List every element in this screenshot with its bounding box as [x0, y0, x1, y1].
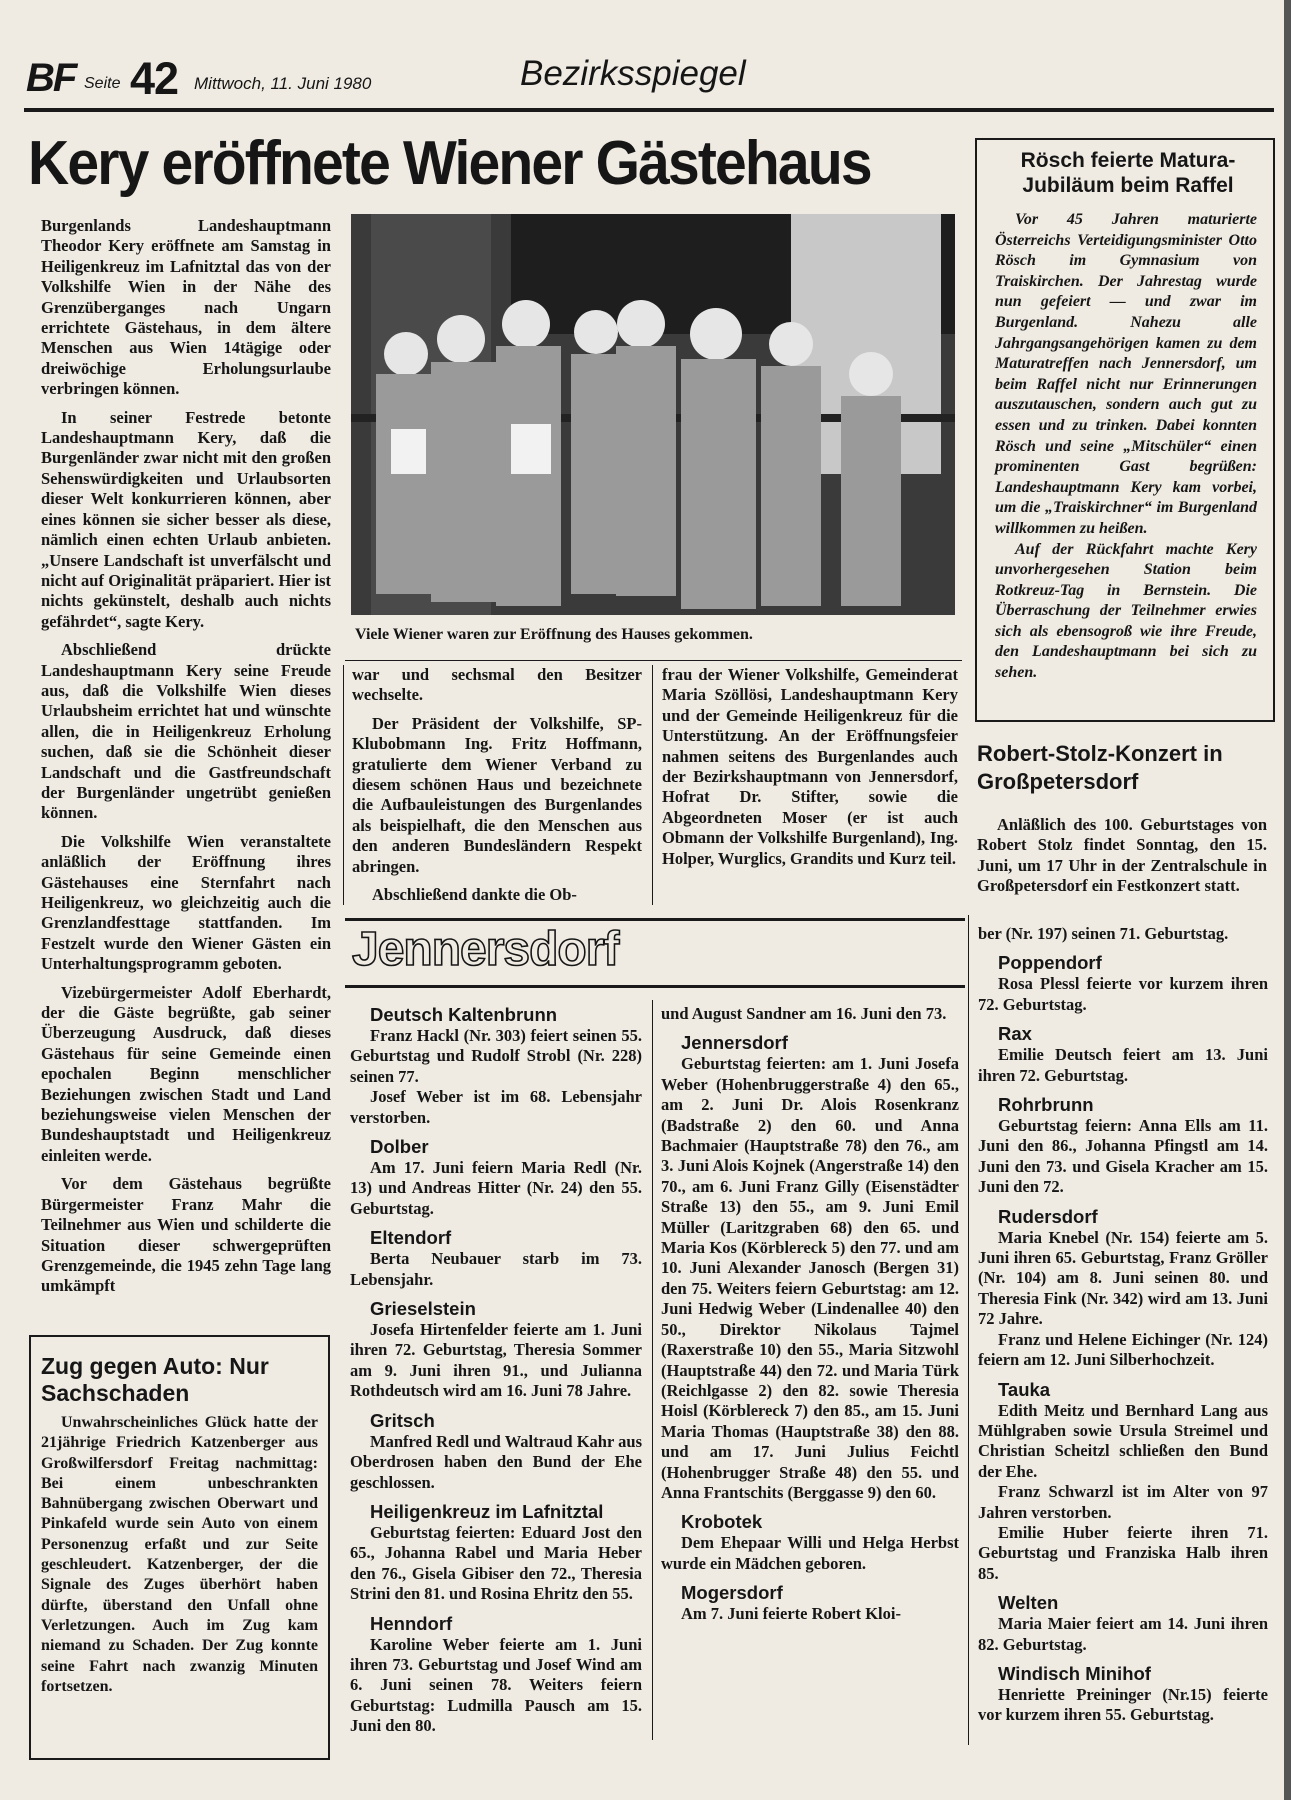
zug-paragraph: Unwahrscheinliches Glück hatte der 21jährige Friedrich Katzenberger aus Großwilfersdorf Freitag nachmittag: Bei einem unbeschrankten Bahnübergang zwischen Oberwart und Pinkafeld wurde sein Auto von einem Personenzug erfaßt und zur Seite geschleudert. Katzenberger, der die Signale des Zuges überhört haben dürfte, überstand den Unfall ohne Verletzungen. Auch im Zug kam niemand zu Schaden. Der Zug konnte seine Fahrt nach zwanzig Minuten fortsetzen. [41, 1414, 318, 1695]
notice-paragraph: Geburtstag feierten: am 1. Juni Josefa Weber (Hohenbruggerstraße 4) den 65., am 2. Juni Dr. Alois Rosenkranz (Badstraße 2) den 60. und Anna Bachmaier (Hauptstraße 78) den 76., am 3. Juni Alois Kojnek (Angerstraße 14) den 70., am 6. Juni Franz Gilly (Eisenstädter Straße 13) den 55., am 9. Juni Emil Müller (Laritzgraben 68) den 65. und Maria Kos (Körblereck 5) den 77. und am 10. Juni Alexander Janosch (Bergen 31) den 75. Weiters feiern Geburtstag: am 12. Juni Hedwig Weber (Lindenallee 40) den 50., Direktor Nikolaus Tajmel (Raxerstraße 10) den 55., Maria Sitzwohl (Hauptstraße 44) den 72. und Maria Türk (Reichlgasse 2) den 82. sowie Theresia Hoisl (Körblereck 7) den 85., am 15. Juni Maria Thomas (Hauptstraße 38) den 88. und am 17. Juni Julius Feichtl (Hohenbrugger Straße 48) den 55. und Anna Frantschits (Berggasse 9) den 60. [661, 1054, 959, 1502]
place-heading: Heiligenkreuz im Lafnitztal [370, 1500, 604, 1522]
masthead-rule [24, 108, 1274, 112]
notice-paragraph: Josef Weber ist im 68. Lebensjahr verstorben. [350, 1087, 642, 1127]
crowd-photo-illustration [351, 214, 955, 615]
zug-text [41, 1413, 318, 1697]
notice-paragraph: Emilie Deutsch feiert am 13. Juni ihren 72. Geburtstag. [978, 1045, 1268, 1085]
masthead [26, 50, 1271, 112]
notice-paragraph: Geburtstag feierten: Eduard Jost den 65., Johanna Rabel und Maria Heber den 76., Gisela Gibiser den 72., Theresia Strini den 81. und Rosina Ehritz den 55. [350, 1522, 642, 1604]
notice-paragraph: Emilie Huber feierte ihren 71. Geburtstag und Franziska Halb ihren 85. [978, 1522, 1268, 1583]
notice-paragraph: Josefa Hirtenfelder feierte am 1. Juni ihren 72. Geburtstag, Theresia Sommer am 9. Juni ihren 91., und Julianna Rothdeutsch wird am 16. Juni 78 Jahre. [350, 1320, 642, 1401]
notice-paragraph: Dem Ehepaar Willi und Helga Herbst wurde ein Mädchen geboren. [661, 1533, 959, 1573]
headline: Kery eröffnete Wiener Gästehaus [28, 129, 871, 198]
zug-title: Zug gegen Auto: Nur Sachschaden [41, 1353, 269, 1406]
notice-paragraph: Franz Schwarzl ist im Alter von 97 Jahren verstorben. [978, 1482, 1268, 1522]
page-edge-shadow [1284, 0, 1291, 1800]
place-heading: Eltendorf [370, 1227, 452, 1249]
stolz-title: Robert-Stolz-Konzert in Großpetersdorf [977, 741, 1223, 794]
jennersdorf-column-1 [350, 1004, 642, 1737]
notice-paragraph: Franz und Helene Eichinger (Nr. 124) feiern am 12. Juni Silberhochzeit. [978, 1329, 1268, 1370]
newspaper-logo: BF [26, 56, 76, 100]
sidebar-rosch-box [975, 138, 1275, 722]
jennersdorf-continuation: ber (Nr. 197) seinen 71. Geburtstag. [978, 924, 1229, 943]
place-heading: Poppendorf [998, 952, 1102, 974]
place-heading: Rohrbrunn [998, 1094, 1094, 1116]
article-paragraph: frau der Wiener Volkshilfe, Gemeinderat Maria Szöllösi, Landeshauptmann Kery und der Gemeinde Heiligenkreuz für die Unterstützung. An der Eröffnungsfeier nahmen seitens des Burgenlandes auch der Bezirkshauptmann von Jennersdorf, Hofrat Dr. Stifter, sowie die Abgeordneten Moser (er ist auch Obmann der Volkshilfe Burgenland), Ing. Holper, Wurglics, Grandits und Kurz teil. [662, 665, 958, 868]
jennersdorf-column-3 [978, 924, 1268, 1726]
zug-box [29, 1335, 330, 1760]
jennersdorf-continuation: und August Sandner am 16. Juni den 73. [661, 1004, 947, 1023]
notice-paragraph: Franz Hackl (Nr. 303) feiert seinen 55. Geburtstag und Rudolf Strobl (Nr. 228) seinen 77. [350, 1026, 642, 1086]
place-heading: Welten [998, 1592, 1059, 1614]
section-rule [345, 985, 965, 988]
page-number: 42 [130, 53, 179, 104]
notice-paragraph: Henriette Preininger (Nr.15) feierte vor kurzem ihren 55. Geburtstag. [978, 1684, 1268, 1725]
stolz-text [977, 815, 1267, 897]
place-heading: Jennersdorf [681, 1032, 788, 1054]
column-rule [343, 665, 344, 905]
place-heading: Krobotek [681, 1511, 763, 1533]
stolz-paragraph: Anläßlich des 100. Geburtstages von Robert Stolz findet Sonntag, den 15. Juni, um 17 Uhr in der Zentralschule in Großpetersdorf ein Festkonzert statt. [977, 815, 1267, 896]
notice-paragraph: Geburtstag feiern: Anna Ells am 11. Juni den 86., Johanna Pfingstl am 14. Juni den 73. und Gisela Kracher am 15. Juni den 72. [978, 1116, 1268, 1197]
place-heading: Rax [998, 1023, 1032, 1045]
sidebar-rosch-text [995, 210, 1257, 684]
notice-paragraph: Maria Knebel (Nr. 154) feierte am 5. Juni ihren 65. Geburtstag, Franz Gröller (Nr. 104) am 8. Juni seinen 80. und Theresia Fink (Nr. 342) wird am 13. Juni 72 Jahre. [978, 1227, 1268, 1329]
notice-paragraph: Am 17. Juni feiern Maria Redl (Nr. 13) und Andreas Hitter (Nr. 24) den 55. Geburtstag. [350, 1158, 642, 1218]
place-heading: Gritsch [370, 1409, 435, 1431]
column-rule [652, 1000, 653, 1740]
page-label: Seite [84, 75, 121, 92]
article-paragraph: Vizebürgermeister Adolf Eberhardt, der die Gäste begrüßte, gab seiner Überzeugung Ausdruck, daß dieses Gästehaus für seine Gemeinde einen epochalen Beginn menschlicher Beziehungen zwischen Stadt und Land beziehungsweise vielen Menschen der Bundeshauptstadt und Heiligenkreuz einleiten werde. [41, 982, 331, 1165]
notice-paragraph: Berta Neubauer starb im 73. Lebensjahr. [350, 1249, 642, 1289]
place-heading: Tauka [998, 1378, 1051, 1400]
place-heading: Rudersdorf [998, 1205, 1098, 1227]
article-paragraph: Abschließend dankte die Ob- [372, 885, 577, 905]
photo-caption: Viele Wiener waren zur Eröffnung des Hauses gekommen. [355, 626, 753, 643]
issue-date: Mittwoch, 11. Juni 1980 [194, 74, 372, 93]
place-heading: Mogersdorf [681, 1582, 783, 1604]
place-heading: Henndorf [370, 1612, 453, 1634]
place-heading: Dolber [370, 1136, 429, 1158]
notice-paragraph: Maria Maier feiert am 14. Juni ihren 82. Geburtstag. [978, 1614, 1268, 1654]
place-heading: Deutsch Kaltenbrunn [370, 1004, 558, 1025]
article-paragraph: Der Präsident der Volkshilfe, SP-Klubobmann Ing. Fritz Hoffmann, gratulierte dem Wiener Verband zu diesem schönen Haus und bezeichnete die Aufbauleistungen des Burgenlandes als beispielhaft, die den Menschen aus den anderen Bundesländern Respekt abringen. [352, 713, 642, 876]
notice-paragraph: Karoline Weber feierte am 1. Juni ihren 73. Geburtstag und Josef Wind am 6. Juni seinen 78. Weiters feiern Geburtstag: Ludmilla Pausch am 15. Juni den 80. [350, 1634, 642, 1736]
article-paragraph: war und sechsmal den Besitzer wechselte. [352, 665, 642, 705]
article-left-column [41, 216, 331, 1297]
jennersdorf-column-2 [661, 1004, 959, 1625]
caption-rule [345, 660, 962, 661]
article-lead: Burgenlands Landeshauptmann Theodor Kery eröffnete am Samstag in Heiligenkreuz im Lafnitztal das von der Volkshilfe Wien in der Nähe des Grenzüberganges nach Ungarn errichtete Gästehaus, in dem ältere Menschen aus Wien 14tägige oder dreiwöchige Erholungsurlaube verbringen können. [41, 216, 331, 399]
notice-paragraph: Manfred Redl und Waltraud Kahr aus Oberdrosen haben den Bund der Ehe geschlossen. [350, 1431, 642, 1492]
article-paragraph: In seiner Festrede betonte Landeshauptmann Kery, daß die Burgenländer zwar nicht mit den großen Sehenswürdigkeiten und Urlaubsorten dieser Welt konkurrieren können, aber eines können sie sicher besser als diese, nämlich einen echten Urlaub anbieten. „Unsere Landschaft ist unverfälscht und nicht auf Originalität präpariert. Hier ist nichts gekünstelt, deshalb auch nichts gefährdet“, sagte Kery. [41, 407, 331, 631]
section-rule [345, 918, 965, 921]
sidebar-rosch-title: Rösch feierte Matura-Jubiläum beim Raffel [1020, 149, 1236, 197]
column-rule [652, 665, 653, 905]
notice-paragraph: Am 7. Juni feierte Robert Kloi- [681, 1604, 901, 1624]
article-paragraph: Vor dem Gästehaus begrüßte Bürgermeister Franz Mahr die Teilnehmer aus Wien und schilderte die Situation dieser schwergeprüften Grenzgemeinde, die 1945 zehn Tage lang umkämpft [41, 1174, 331, 1296]
column-rule [968, 915, 969, 1745]
article-middle-column [352, 665, 642, 905]
place-heading: Windisch Minihof [998, 1662, 1151, 1684]
notice-paragraph: Edith Meitz und Bernhard Lang aus Mühlgraben sowie Ursula Streimel und Christian Scheitzl schließen den Bund der Ehe. [978, 1400, 1268, 1481]
news-photo [351, 214, 955, 615]
article-paragraph: Abschließend drückte Landeshauptmann Kery seine Freude aus, daß die Volkshilfe Wien dieses Urlaubsheim errichtet hat und wünschte allen, die in Heiligenkreuz Erholung suchen, daß sie die Schönheit dieser Landschaft und die Gastfreundschaft der Burgenländer ungetrübt genießen können. [41, 640, 331, 823]
article-right-column [662, 665, 958, 869]
section-name: Bezirksspiegel [520, 54, 746, 93]
jennersdorf-banner: Jennersdorf [352, 923, 619, 976]
sidebar-paragraph: Auf der Rückfahrt machte Kery unvorhergesehen Station beim Rotkreuz-Tag in Bernstein. Die Überraschung der Teilnehmer erwies sich als ebensogroß wie ihre Freude, den Landeshauptmann bei sich zu sehen. [995, 540, 1257, 682]
place-heading: Grieselstein [370, 1298, 476, 1320]
article-paragraph: Die Volkshilfe Wien veranstaltete anläßlich der Eröffnung ihres Gästehauses eine Sternfahrt nach Heiligenkreuz, wo gleichzeitig auch die Grenzlandfesttage stattfanden. Im Festzelt wurde den Wiener Gästen ein Unterhaltungsprogramm geboten. [41, 831, 331, 974]
notice-paragraph: Rosa Plessl feierte vor kurzem ihren 72. Geburtstag. [978, 974, 1268, 1014]
sidebar-paragraph: Vor 45 Jahren maturierte Österreichs Verteidigungsminister Otto Rösch im Gymnasium von Traiskirchen. Der Jahrestag wurde nun gefeiert — und zwar im Burgenland. Nahezu alle Jahrgangsangehörigen kamen zu dem Maturatreffen nach Jennersdorf, um beim Raffel nicht nur Erinnerungen auszutauschen, sondern auch gut zu essen und zu trinken. Dabei konnten Rösch und seine „Mitschüler“ einen prominenten Gast begrüßen: Landeshauptmann Kery kam vorbei, um die „Traiskirchner“ im Burgenland willkommen zu heißen. [995, 211, 1257, 537]
